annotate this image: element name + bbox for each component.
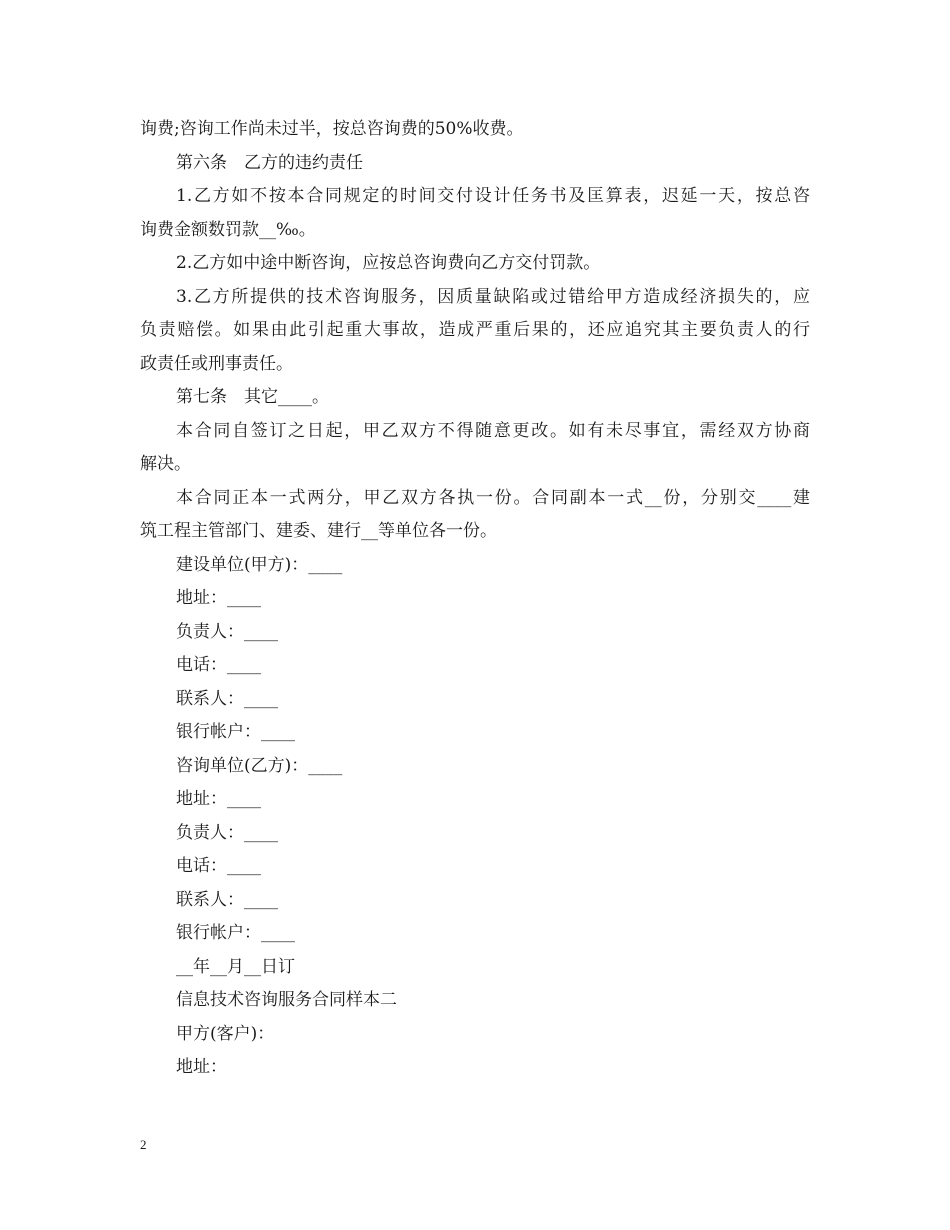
clause-2-paragraph: 2.乙方如中途中断咨询，应按总咨询费向乙方交付罚款。 bbox=[176, 253, 601, 273]
party-b-bank-field: 银行帐户：____ bbox=[176, 923, 295, 943]
party-b-leader-field: 负责人：____ bbox=[176, 822, 278, 843]
party-b-address-field: 地址：____ bbox=[176, 789, 261, 809]
clause-1-line-2: 询费金额数罚款__‰。 bbox=[140, 219, 316, 240]
clause-3-paragraph bbox=[140, 281, 810, 382]
document-body bbox=[140, 113, 810, 1085]
party-a-phone-field: 电话：____ bbox=[176, 655, 261, 675]
party-a-contact-field: 联系人：____ bbox=[176, 688, 278, 709]
amendment-paragraph bbox=[140, 415, 810, 482]
party-b-contact-field: 联系人：____ bbox=[176, 889, 278, 910]
clause-3-line-2: 负责赔偿。如果由此引起重大事故，造成严重后果的，还应追究其主要负责人的行 bbox=[140, 320, 810, 340]
party-a-unit-field: 建设单位(甲方)：____ bbox=[176, 554, 343, 575]
clause-3-line-1: 3.乙方所提供的技术咨询服务，因质量缺陷或过错给甲方造成经济损失的，应 bbox=[176, 286, 810, 307]
clause-1-line-1: 1.乙方如不按本合同规定的时间交付设计任务书及匡算表，迟延一天，按总咨 bbox=[176, 186, 810, 206]
party-a-leader-field: 负责人：____ bbox=[176, 621, 278, 642]
clause-3-line-3: 政责任或刑事责任。 bbox=[140, 353, 293, 374]
party-a-address-field: 地址：____ bbox=[176, 588, 261, 608]
amendment-line-1: 本合同自签订之日起，甲乙双方不得随意更改。如有未尽事宜，需经双方协商 bbox=[176, 420, 810, 441]
party-b-phone-field: 电话：____ bbox=[176, 856, 261, 876]
sample-2-address-field: 地址： bbox=[176, 1057, 227, 1077]
opening-line: 询费;咨询工作尚未过半，按总咨询费的50%收费。 bbox=[140, 119, 524, 139]
amendment-line-2: 解决。 bbox=[140, 454, 191, 474]
sample-2-party-a-field: 甲方(客户)： bbox=[176, 1023, 275, 1044]
clause-1-paragraph bbox=[140, 180, 810, 247]
party-a-bank-field: 银行帐户：____ bbox=[176, 722, 295, 742]
copies-line-1: 本合同正本一式两分，甲乙双方各执一份。合同副本一式__份，分别交____建 bbox=[176, 487, 810, 508]
article-6-heading: 第六条 乙方的违约责任 bbox=[176, 152, 363, 173]
copies-paragraph bbox=[140, 482, 810, 549]
article-7-heading: 第七条 其它____。 bbox=[176, 387, 329, 407]
signing-date-line: __年__月__日订 bbox=[176, 956, 295, 977]
page-number: 2 bbox=[140, 1137, 147, 1152]
sample-2-title: 信息技术咨询服务合同样本二 bbox=[176, 990, 397, 1010]
party-b-unit-field: 咨询单位(乙方)：____ bbox=[176, 755, 343, 776]
copies-line-2: 筑工程主管部门、建委、建行__等单位各一份。 bbox=[140, 521, 497, 541]
